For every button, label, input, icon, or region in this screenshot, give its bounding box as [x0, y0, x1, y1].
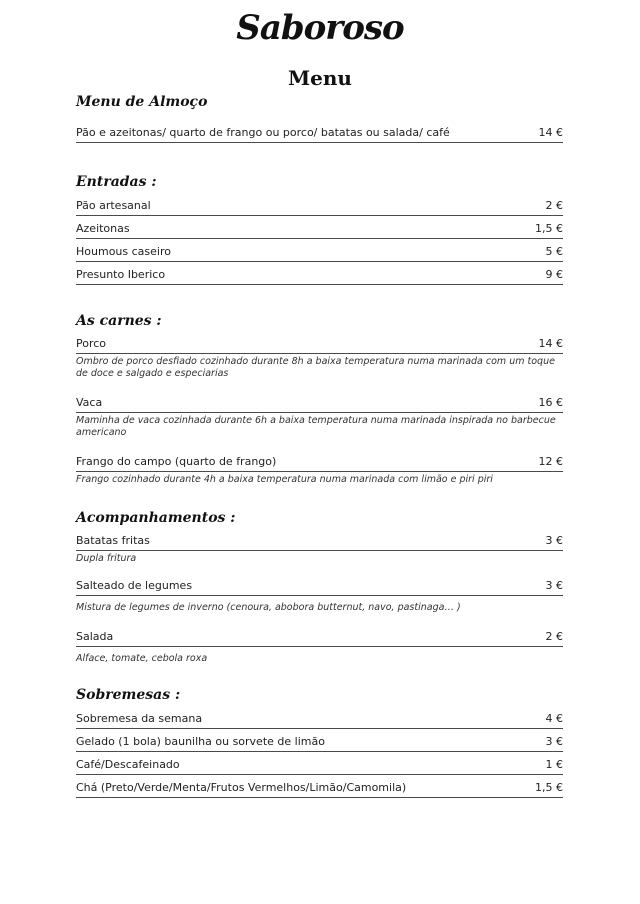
- section-title: Menu de Almoço: [76, 94, 208, 110]
- section-title: Acompanhamentos :: [76, 510, 236, 526]
- section-title: Sobremesas :: [76, 687, 181, 703]
- menu-item: [76, 626, 563, 647]
- item-price: 3 €: [545, 579, 563, 592]
- item-price: 1,5 €: [535, 222, 563, 235]
- menu-item: [76, 333, 563, 354]
- item-price: 3 €: [545, 534, 563, 547]
- item-name: Salteado de legumes: [76, 579, 193, 592]
- item-name: Gelado (1 bola) baunilha ou sorvete de limão: [76, 735, 325, 748]
- item-price: 1,5 €: [535, 781, 563, 794]
- item-description: Frango cozinhado durante 4h a baixa temperatura numa marinada com limão e piri piri: [76, 474, 493, 485]
- section-acompanhamentos: [76, 508, 563, 665]
- menu-item: [76, 708, 563, 729]
- menu-item: [76, 239, 563, 262]
- section-title: As carnes :: [76, 313, 162, 329]
- menu-item: [76, 530, 563, 551]
- item-name: Café/Descafeinado: [76, 758, 180, 771]
- menu-content: [76, 92, 563, 798]
- item-price: 16 €: [538, 396, 563, 409]
- item-price: 5 €: [545, 245, 563, 258]
- item-name: Vaca: [76, 396, 103, 409]
- item-description: Maminha de vaca cozinhada durante 6h a baixa temperatura numa marinada inspirada no barbecue americano: [76, 415, 556, 438]
- item-price: 9 €: [545, 268, 563, 281]
- section-title: Entradas :: [76, 174, 157, 190]
- page-title: Menu: [288, 66, 352, 90]
- menu-item: [76, 122, 563, 143]
- item-price: 14 €: [538, 337, 563, 350]
- item-price: 2 €: [545, 630, 563, 643]
- item-name: Chá (Preto/Verde/Menta/Frutos Vermelhos/Limão/Camomila): [76, 781, 407, 794]
- item-name: Salada: [76, 630, 114, 643]
- item-price: 4 €: [545, 712, 563, 725]
- item-price: 1 €: [545, 758, 563, 771]
- item-price: 3 €: [545, 735, 563, 748]
- item-name: Porco: [76, 337, 107, 350]
- item-price: 2 €: [545, 199, 563, 212]
- item-name: Frango do campo (quarto de frango): [76, 455, 277, 468]
- brand-logo: Saboroso: [236, 8, 404, 48]
- item-name: Sobremesa da semana: [76, 712, 203, 725]
- section-almoco: [76, 92, 563, 143]
- section-sobremesas: [76, 685, 563, 798]
- menu-item: [76, 775, 563, 798]
- item-name: Pão artesanal: [76, 199, 151, 212]
- item-name: Batatas fritas: [76, 534, 150, 547]
- section-carnes: [76, 311, 563, 486]
- menu-item: [76, 392, 563, 413]
- item-price: 14 €: [538, 126, 563, 139]
- item-price: 12 €: [538, 455, 563, 468]
- item-description: Dupla fritura: [76, 553, 137, 564]
- menu-item: [76, 451, 563, 472]
- menu-item: [76, 752, 563, 775]
- item-description: Ombro de porco desfiado cozinhado durante 8h a baixa temperatura numa marinada com um toque de doce e salgado e especiarias: [76, 356, 555, 379]
- item-description: Alface, tomate, cebola roxa: [76, 653, 208, 664]
- menu-item: [76, 195, 563, 216]
- section-entradas: [76, 172, 563, 285]
- item-name: Pão e azeitonas/ quarto de frango ou porco/ batatas ou salada/ café: [76, 126, 450, 139]
- menu-item: [76, 575, 563, 596]
- item-description: Mistura de legumes de inverno (cenoura, abobora butternut, navo, pastinaga… ): [76, 602, 461, 613]
- menu-item: [76, 262, 563, 285]
- item-name: Azeitonas: [76, 222, 130, 235]
- item-name: Houmous caseiro: [76, 245, 171, 258]
- menu-item: [76, 216, 563, 239]
- item-name: Presunto Iberico: [76, 268, 166, 281]
- menu-item: [76, 729, 563, 752]
